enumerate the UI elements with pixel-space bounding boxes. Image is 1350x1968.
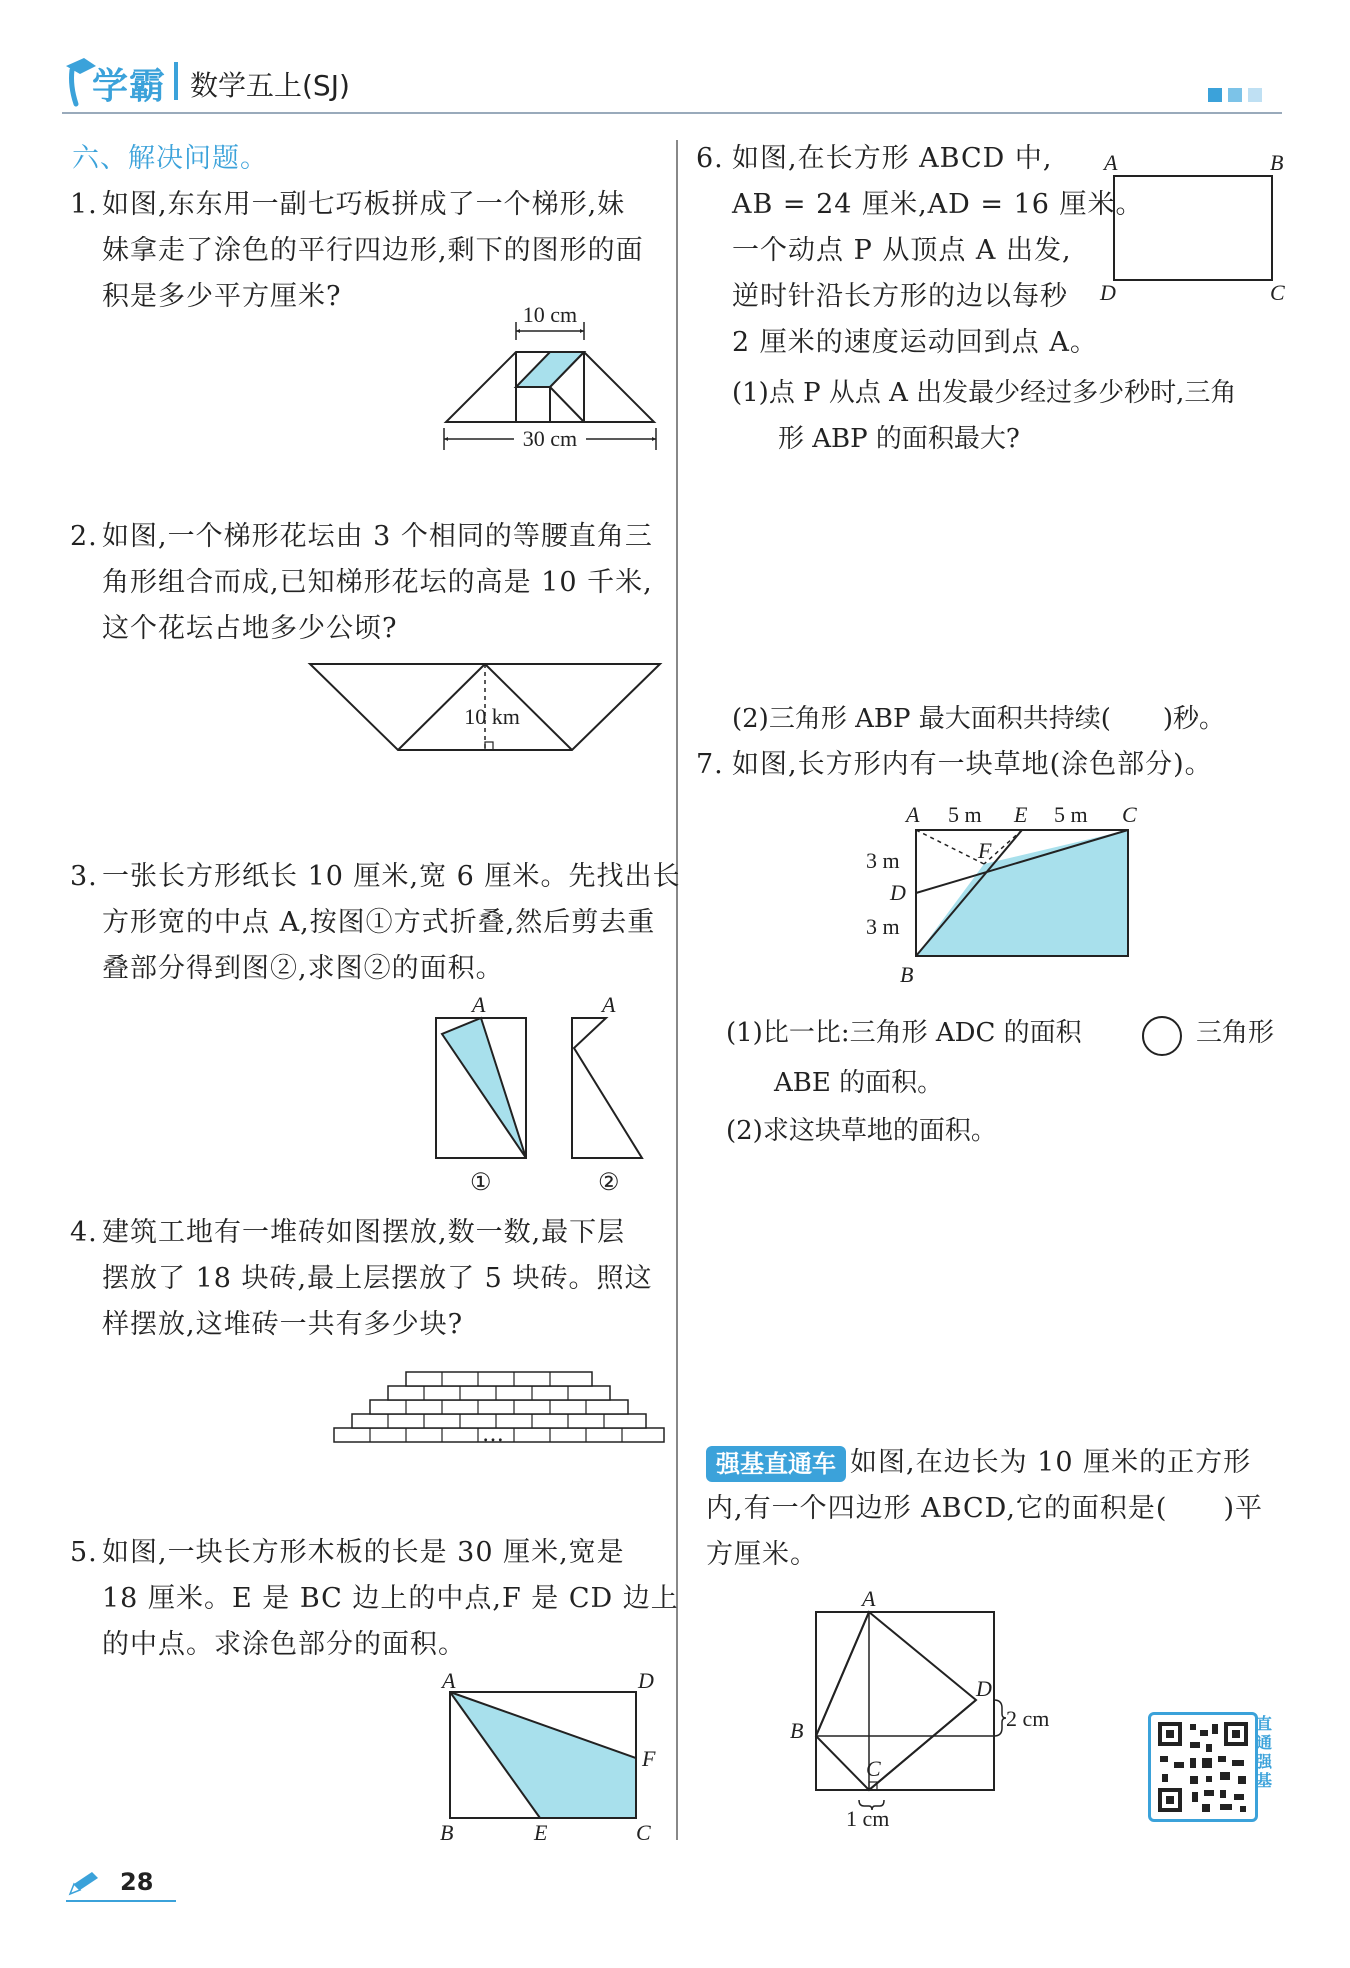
q6-sub2: (2)三角形 ABP 最大面积共持续( )秒。 [732, 704, 1226, 734]
q7-text: 如图,长方形内有一块草地(涂色部分)。 [732, 749, 1213, 780]
bonus-label-d: D [976, 1676, 992, 1701]
q7-label-d: D [890, 880, 906, 905]
q4-text-line1: 建筑工地有一堆砖如图摆放,数一数,最下层 [102, 1217, 626, 1248]
q6-point-a: A [1104, 150, 1118, 175]
q6-rectangle-figure [1094, 140, 1294, 320]
q6-sub1-line2: 形 ABP 的面积最大? [778, 424, 1020, 454]
q6-text-line3: 一个动点 P 从顶点 A 出发, [732, 235, 1072, 266]
qr-code[interactable] [1148, 1712, 1258, 1822]
footer [66, 1866, 186, 1902]
q2-height-label: 10 km [464, 704, 520, 729]
q3-fig2-point: A [602, 992, 616, 1017]
q7-label-a: A [906, 802, 920, 827]
q5-point-b: B [440, 1820, 454, 1842]
q7-label-c: C [1122, 802, 1137, 827]
q4-text-line2: 摆放了 18 块砖,最上层摆放了 5 块砖。照这 [102, 1263, 653, 1294]
header-squares [1208, 88, 1268, 102]
bonus-line3: 方厘米。 [706, 1539, 818, 1570]
q1-shaded-parallelogram [516, 352, 584, 387]
q1-top-label: 10 cm [522, 302, 578, 327]
q2-text-line3: 这个花坛占地多少公顷? [102, 613, 398, 644]
q1-bottom-label: 30 cm [522, 426, 578, 451]
q6-sub1-line1: (1)点 P 从点 A 出发最少经过多少秒时,三角 [732, 378, 1237, 408]
q3-fold-figures [420, 990, 670, 1200]
q7-label-left1: 3 m [866, 848, 900, 873]
q7-sub1-a: (1)比一比:三角形 ADC 的面积 [726, 1018, 1082, 1048]
bonus-tag [706, 1446, 846, 1482]
q6-point-d: D [1100, 280, 1116, 305]
bonus-line1: 如图,在边长为 10 厘米的正方形 [850, 1447, 1252, 1478]
q1-number: 1. [70, 189, 98, 220]
q2-number: 2. [70, 521, 98, 552]
header-rule [62, 112, 1282, 114]
q6-point-b: B [1270, 150, 1284, 175]
bonus-line2: 内,有一个四边形 ABCD,它的面积是( )平 [706, 1493, 1263, 1524]
q7-label-b: B [900, 962, 914, 987]
q6-text-line2: AB = 24 厘米,AD = 16 厘米。 [732, 189, 1144, 220]
q7-sub1-c: ABE 的面积。 [774, 1068, 944, 1098]
q6-text-line4: 逆时针沿长方形的边以每秒 [732, 281, 1068, 312]
q1-text-line1: 如图,东东用一副七巧板拼成了一个梯形,妹 [102, 189, 626, 220]
bonus-label-2cm: 2 cm [1006, 1706, 1050, 1731]
q3-text-line3: 叠部分得到图②,求图②的面积。 [102, 953, 504, 984]
bonus-tag-label: 强基直通车 [716, 1450, 836, 1478]
q7-label-top1: 5 m [948, 802, 982, 827]
q2-trapezoid-figure [304, 656, 674, 756]
q5-point-d: D [638, 1672, 654, 1693]
q7-label-f: F [978, 838, 992, 863]
bonus-label-b: B [790, 1718, 804, 1743]
header [62, 50, 1282, 118]
q7-sub1-b: 三角形 [1196, 1018, 1275, 1048]
q1-tangram-figure [430, 294, 670, 464]
q7-label-left2: 3 m [866, 914, 900, 939]
q2-text-line2: 角形组合而成,已知梯形花坛的高是 10 千米, [102, 567, 653, 598]
q1-text-line3: 积是多少平方厘米? [102, 281, 342, 312]
q6-number: 6. [696, 143, 724, 174]
q6-text-line1: 如图,在长方形 ABCD 中, [732, 143, 1053, 174]
q5-point-c: C [636, 1820, 651, 1842]
header-divider-bar [174, 62, 178, 100]
q5-number: 5. [70, 1537, 98, 1568]
q3-fig2-caption: ② [598, 1170, 620, 1196]
q1-text-line2: 妹拿走了涂色的平行四边形,剩下的图形的面 [102, 235, 644, 266]
q7-number: 7. [696, 749, 724, 780]
q5-text-line1: 如图,一块长方形木板的长是 30 厘米,宽是 [102, 1537, 625, 1568]
q5-text-line2: 18 厘米。E 是 BC 边上的中点,F 是 CD 边上 [102, 1583, 679, 1614]
q7-sub2: (2)求这块草地的面积。 [726, 1116, 997, 1146]
q7-compare-circle[interactable] [1142, 1016, 1182, 1056]
q6-text-line5: 2 厘米的速度运动回到点 A。 [732, 327, 1098, 358]
q4-text-line3: 样摆放,这堆砖一共有多少块? [102, 1309, 464, 1340]
q3-shaded-triangle [442, 1018, 526, 1158]
q3-fig1-caption: ① [470, 1170, 492, 1196]
page-number: 28 [120, 1868, 154, 1896]
q4-ellipsis: … [482, 1422, 504, 1447]
q5-shaded-region [450, 1692, 636, 1818]
q3-number: 3. [70, 861, 98, 892]
q5-text-line3: 的中点。求涂色部分的面积。 [102, 1629, 466, 1660]
q7-shaded-grass [916, 830, 1128, 956]
bonus-square-figure [780, 1586, 1080, 1832]
section-title: 六、解决问题。 [72, 143, 268, 174]
q3-fig1-point: A [472, 992, 486, 1017]
q7-label-e: E [1014, 802, 1028, 827]
q3-text-line1: 一张长方形纸长 10 厘米,宽 6 厘米。先找出长 [102, 861, 681, 892]
bonus-label-a: A [862, 1586, 876, 1611]
footer-rule [66, 1900, 176, 1902]
book-title: 数学五上(SJ) [190, 69, 350, 102]
pencil-icon [66, 1870, 100, 1898]
q3-text-line2: 方形宽的中点 A,按图①方式折叠,然后剪去重 [102, 907, 656, 938]
qr-code-icon [1154, 1718, 1252, 1816]
q4-number: 4. [70, 1217, 98, 1248]
q7-grass-figure [860, 796, 1150, 992]
bonus-label-1cm: 1 cm [846, 1806, 890, 1831]
brand-logo: 学霸 [92, 66, 167, 107]
q5-point-f: F [642, 1746, 656, 1771]
q5-point-e: E [534, 1820, 548, 1842]
q6-point-c: C [1270, 280, 1285, 305]
q7-label-top2: 5 m [1054, 802, 1088, 827]
qr-label: 直通强基 [1256, 1714, 1273, 1790]
q5-board-figure [430, 1672, 670, 1842]
q2-text-line1: 如图,一个梯形花坛由 3 个相同的等腰直角三 [102, 521, 653, 552]
bonus-label-c: C [866, 1756, 881, 1781]
q5-point-a: A [442, 1672, 456, 1693]
